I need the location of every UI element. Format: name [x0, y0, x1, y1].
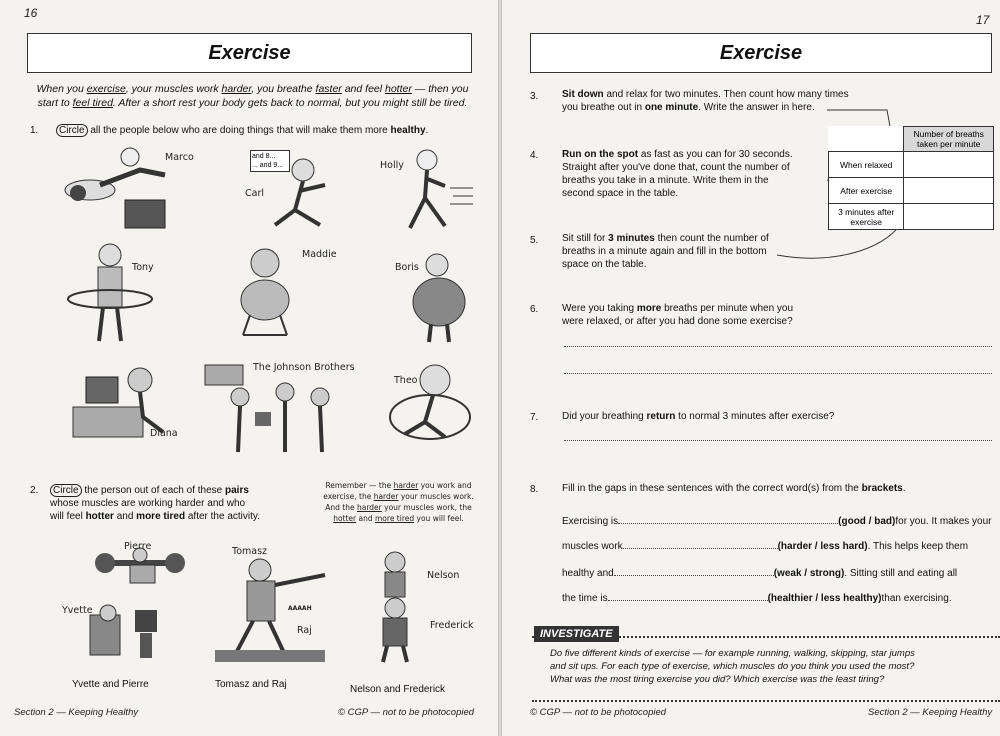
- investigate-text: [550, 647, 995, 686]
- q1-number: 1.: [30, 125, 39, 136]
- q1-text-part: .: [425, 125, 429, 136]
- q2-bold: hotter: [85, 511, 114, 522]
- row-label-relaxed: When relaxed: [829, 152, 904, 178]
- q2-text-part: and: [113, 511, 137, 522]
- q8-bracket: (healthier / less healthy): [767, 593, 882, 604]
- q2-text-part: after the activity.: [185, 511, 260, 522]
- q7-answer-line[interactable]: [564, 440, 992, 441]
- tomasz-raj-illustration: [205, 555, 335, 665]
- q8-text-part: .: [902, 483, 906, 494]
- table-corner: [829, 127, 904, 152]
- q1-bold: healthy: [390, 125, 426, 136]
- label-johnson-brothers: The Johnson Brothers: [253, 362, 355, 373]
- label-nelson: Nelson: [427, 570, 460, 581]
- intro-paragraph: [30, 82, 475, 110]
- right-page: [502, 0, 1000, 736]
- q5-bold: 3 minutes: [608, 233, 655, 244]
- q5-line: breaths in a minute again and fill in the bottom: [562, 246, 767, 257]
- q5-number: 5.: [530, 235, 539, 246]
- q6-answer-line-1[interactable]: [564, 346, 992, 347]
- row-label-3min: 3 minutes after exercise: [829, 204, 904, 230]
- footer-right-copyright: © CGP — not to be photocopied: [530, 707, 667, 718]
- circle-word: Circle: [50, 484, 82, 497]
- maddie-illustration: [225, 245, 305, 340]
- pair-nelson-frederick: Nelson and Frederick: [350, 684, 446, 695]
- q6-line: were relaxed, or after you had done some exercise?: [562, 316, 793, 327]
- q6-answer-line-2[interactable]: [564, 373, 992, 374]
- intro-text: — then you start to: [37, 83, 469, 109]
- investigate-line: Do five different kinds of exercise — for example running, walking, skipping, star jumps: [550, 648, 915, 659]
- q7-text: [562, 410, 962, 423]
- remember-underline: hotter: [333, 514, 357, 523]
- remember-text: And the: [325, 503, 357, 512]
- remember-underline: more tired: [375, 514, 415, 523]
- q8-gap-3[interactable]: [614, 566, 774, 576]
- q8-bold: brackets: [861, 483, 903, 494]
- intro-text: . After a short rest your body gets back to normal, but you might still be tired.: [112, 97, 468, 109]
- investigate-line: What was the most tiring exercise you did? Which exercise was the least tiring?: [550, 674, 885, 685]
- remember-text: you work and: [418, 481, 472, 490]
- carl-speech-bubble: and 8... ... and 9...: [250, 150, 290, 172]
- q8-gap-4[interactable]: [608, 591, 768, 601]
- q3-text-part: you breathe out in: [562, 102, 645, 113]
- intro-text: , you breathe: [251, 83, 316, 95]
- carl-illustration: [265, 155, 340, 230]
- right-page-title: Exercise: [719, 41, 803, 64]
- raj-sound: AAAAH: [288, 605, 312, 612]
- pair-tomasz-raj: Tomasz and Raj: [215, 679, 287, 690]
- intro-word: feel tired: [72, 97, 113, 109]
- right-title-box: [530, 33, 992, 73]
- investigate-line: and sit ups. For each type of exercise, which muscles do you think you used the most?: [550, 661, 915, 672]
- left-page: [0, 0, 498, 736]
- q8-sentence-text: the time is: [562, 593, 608, 604]
- label-frederick: Frederick: [430, 620, 474, 631]
- q2-bold: more tired: [136, 511, 186, 522]
- q4-number: 4.: [530, 150, 539, 161]
- investigate-label: INVESTIGATE: [534, 626, 619, 642]
- intro-word: hotter: [385, 83, 412, 95]
- holly-illustration: [395, 148, 475, 233]
- left-page-title: Exercise: [208, 41, 291, 64]
- page-number-17: 17: [976, 13, 990, 27]
- intro-text: , your muscles work: [125, 83, 222, 95]
- q4-line: breaths you take in a minute. Write them in the: [562, 175, 769, 186]
- q2-text: [50, 484, 300, 523]
- remember-underline: harder: [357, 503, 382, 512]
- q8-bracket: (harder / less hard): [777, 541, 868, 552]
- label-holly: Holly: [380, 160, 404, 171]
- tony-illustration: [65, 237, 155, 347]
- q8-gap-2[interactable]: [623, 539, 778, 549]
- q8-gap-1[interactable]: [618, 514, 838, 524]
- label-diana: Diana: [150, 428, 178, 439]
- label-raj: Raj: [297, 625, 312, 636]
- remember-text: you will feel.: [414, 514, 464, 523]
- q6-text: [562, 302, 962, 328]
- q1-text-part: all the people below who are doing things that will make them more: [87, 125, 391, 136]
- q8-sentence-text: muscles work: [562, 541, 623, 552]
- q8-sentence-text: Exercising is: [562, 516, 619, 527]
- q4-line: second space in the table.: [562, 188, 679, 199]
- q7-text-part: to normal 3 minutes after exercise?: [675, 411, 835, 422]
- q7-number: 7.: [530, 412, 539, 423]
- q2-line: whose muscles are working harder and who: [50, 498, 246, 509]
- q1-text: [56, 124, 476, 137]
- q8-sentence-text: . This helps keep them: [867, 541, 969, 552]
- intro-word: exercise: [86, 83, 126, 95]
- cell-3min[interactable]: [904, 204, 994, 230]
- q3-text-part: and relax for two minutes. Then count how many times: [603, 89, 849, 100]
- q4-line: Straight after you've done that, count the number of: [562, 162, 790, 173]
- q8-sentence-text: for you. It makes your: [895, 516, 992, 527]
- label-tomasz: Tomasz: [232, 546, 268, 557]
- q8-sentence-text: . Sitting still and eating all: [844, 568, 958, 579]
- page-number-16: 16: [24, 6, 38, 20]
- q3-number: 3.: [530, 91, 539, 102]
- intro-text: and feel: [341, 83, 385, 95]
- q6-text-part: breaths per minute when you: [661, 303, 794, 314]
- left-title-box: [27, 33, 472, 73]
- q8-instruction: [562, 482, 982, 495]
- q8-sentence-text: than exercising.: [881, 593, 952, 604]
- cell-after-exercise[interactable]: [904, 178, 994, 204]
- q6-number: 6.: [530, 304, 539, 315]
- q8-sentence-text: healthy and: [562, 568, 614, 579]
- q5-text-part: Sit still for: [562, 233, 609, 244]
- q3-bold: Sit down: [562, 89, 604, 100]
- pair-yvette-pierre: Yvette and Pierre: [72, 679, 149, 690]
- q6-bold: more: [636, 303, 662, 314]
- remember-note: [316, 480, 481, 524]
- row-label-after-exercise: After exercise: [829, 178, 904, 204]
- q3-text-part: . Write the answer in here.: [698, 102, 815, 113]
- label-tony: Tony: [132, 262, 154, 273]
- remember-underline: harder: [393, 481, 419, 490]
- label-theo: Theo: [394, 375, 418, 386]
- q2-text-part: will feel: [50, 511, 86, 522]
- q2-number: 2.: [30, 485, 39, 496]
- circle-word: Circle: [56, 124, 88, 137]
- q8-bracket: (weak / strong): [773, 568, 845, 579]
- q8-sentence-1: [562, 514, 997, 528]
- q5-line: space on the table.: [562, 259, 647, 270]
- q2-text-part: the person out of each of these: [81, 485, 225, 496]
- remember-text: Remember — the: [325, 481, 394, 490]
- label-boris: Boris: [395, 262, 419, 273]
- remember-text: your muscles work, the: [381, 503, 472, 512]
- cell-relaxed[interactable]: [904, 152, 994, 178]
- remember-text: and: [356, 514, 375, 523]
- q8-text-part: Fill in the gaps in these sentences with the correct word(s) from the: [562, 483, 862, 494]
- q8-sentence-4: [562, 591, 1000, 605]
- nelson-frederick-illustration: [355, 550, 435, 665]
- q7-bold: return: [646, 411, 676, 422]
- johnson-brothers-illustration: [200, 362, 340, 457]
- q4-text-part: as fast as you can for 30 seconds.: [638, 149, 793, 160]
- q4-bold: Run on the spot: [562, 149, 639, 160]
- intro-text: When you: [36, 83, 87, 95]
- q8-sentence-3: [562, 566, 1000, 580]
- table-header: Number of breaths taken per minute: [904, 127, 994, 152]
- label-carl: Carl: [245, 188, 264, 199]
- remember-text: exercise, the: [323, 492, 374, 501]
- label-yvette: Yvette: [62, 605, 93, 616]
- footer-left-copyright: © CGP — not to be photocopied: [338, 707, 475, 718]
- q8-bracket: (good / bad): [838, 516, 896, 527]
- q2-bold: pairs: [225, 485, 249, 496]
- label-marco: Marco: [165, 152, 194, 163]
- label-pierre: Pierre: [124, 541, 152, 552]
- q8-number: 8.: [530, 484, 539, 495]
- intro-word: harder: [221, 83, 252, 95]
- label-maddie: Maddie: [302, 249, 337, 260]
- q7-text-part: Did your breathing: [562, 411, 647, 422]
- footer-right-section: Section 2 — Keeping Healthy: [868, 707, 993, 718]
- intro-word: faster: [315, 83, 342, 95]
- q6-text-part: Were you taking: [562, 303, 637, 314]
- q8-sentence-2: [562, 539, 1000, 553]
- footer-left-section: Section 2 — Keeping Healthy: [14, 707, 139, 718]
- q3-bold: one minute: [644, 102, 699, 113]
- q5-text-part: then count the number of: [654, 233, 769, 244]
- breaths-table: [828, 126, 994, 230]
- remember-text: your muscles work.: [398, 492, 474, 501]
- remember-underline: harder: [373, 492, 399, 501]
